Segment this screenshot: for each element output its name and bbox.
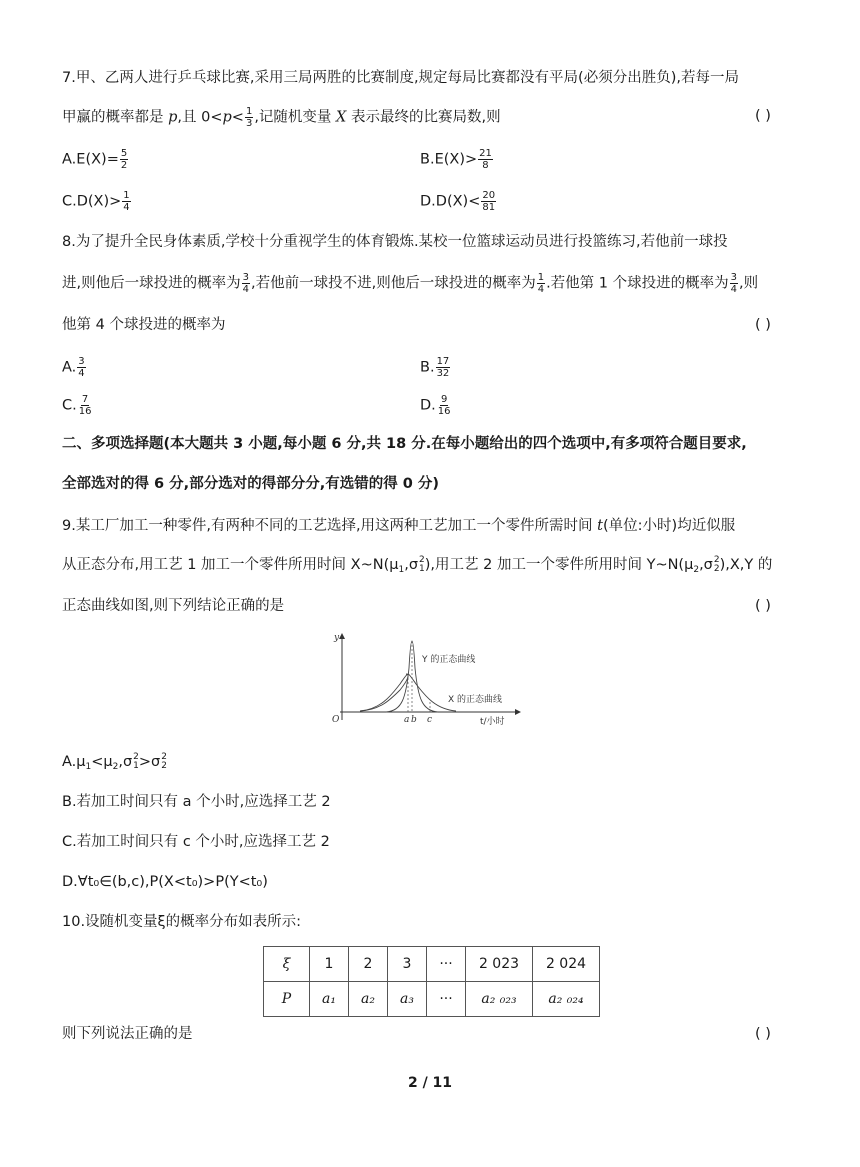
q8-line3: 他第 4 个球投进的概率为 (62, 317, 226, 333)
q9-line2: 从正态分布,用工艺 1 加工一个零件所用时间 $X\sim N(\mu_1,\sigma$ 2 1 ),用工艺 2 加工一个零件所用时间 $Y\sim N(\mu_2,\sigma$ 2 2 ),X,Y 的 (62, 555, 773, 575)
q8-option-a: A. $\frac{3}{4}$ (62, 356, 85, 379)
q9-option-d: D.∀t₀∈(b,c),P(X<t₀)>P(Y<t₀) (62, 874, 268, 890)
q9-line3: 正态曲线如图,则下列结论正确的是 (62, 598, 285, 614)
normal-curves-figure (320, 628, 540, 738)
table-row: ξ 1 2 3 ··· 2 023 2 024 (264, 947, 600, 982)
section-heading: 二、多项选择题(本大题共 3 小题,每小题 6 分,共 18 分.在每小题给出的四个选项中,有多项符合题目要求, (62, 436, 747, 452)
y-curve-label: Y 的正态曲线 (422, 655, 476, 665)
q7-option-b: B.E(X)> $\frac{21}{8}$ (420, 148, 492, 171)
q8-line2: 进,则他后一球投进的概率为 $\frac{3}{4}$ ,若他前一球投不进,则他后一球投进的概率为 $\frac{1}{4}$ .若他第 1 个球投进的概率为 $\frac{3}{4}$ ,则 (62, 272, 759, 295)
y-axis-label: y (334, 633, 340, 643)
origin-label: O (332, 715, 340, 725)
q9-line1: 9.某工厂加工一种零件,有两种不同的工艺选择,用这两种工艺加工一个零件所需时间 t(单位:小时)均近似服 (62, 518, 736, 534)
q7-line2: 甲赢的概率都是 p,且 0<p< $\frac{1}{3}$ ,记随机变量 X 表示最终的比赛局数,则 (62, 106, 501, 129)
page-number: 2 / 11 (407, 1075, 453, 1091)
answer-bracket: ( ) (755, 598, 771, 614)
tick-b: b (411, 715, 417, 725)
answer-bracket: ( ) (755, 317, 771, 333)
tick-a: a (404, 715, 410, 725)
fraction: $\frac{1}{3}$ (245, 106, 253, 129)
x-curve (360, 674, 408, 711)
q8-option-c: C. $\frac{7}{16}$ (62, 394, 92, 417)
section-heading-line2: 全部选对的得 6 分,部分选对的得部分分,有选错的得 0 分) (62, 476, 440, 492)
q8-option-d: D. $\frac{9}{16}$ (420, 394, 451, 417)
q8-option-b: B. $\frac{17}{32}$ (420, 356, 450, 379)
q8-line1: 8.为了提升全民身体素质,学校十分重视学生的体育锻炼.某校一位篮球运动员进行投篮练习,若他前一球投 (62, 234, 728, 250)
answer-bracket: ( ) (755, 108, 771, 124)
x-curve-label: X 的正态曲线 (448, 695, 503, 705)
t-axis-label: t/小时 (480, 717, 505, 727)
probability-distribution-table (263, 946, 600, 1017)
table-row: P a₁ a₂ a₃ ··· a₂ ₀₂₃ a₂ ₀₂₄ (264, 982, 600, 1017)
tick-c: c (427, 715, 433, 725)
q9-option-a: $A.\mu_1<\mu_2,\sigma$ 2 1 >σ 2 2 (62, 752, 167, 772)
q9-option-b: B.若加工时间只有 a 个小时,应选择工艺 2 (62, 794, 331, 810)
q9-option-c: C.若加工时间只有 c 个小时,应选择工艺 2 (62, 834, 330, 850)
answer-bracket: ( ) (755, 1026, 771, 1042)
q10-line2: 则下列说法正确的是 (62, 1026, 193, 1042)
q7-option-d: D.D(X)< $\frac{20}{81}$ (420, 190, 496, 213)
q7-option-c: C.D(X)> $\frac{1}{4}$ (62, 190, 130, 213)
q7-line1: 7.甲、乙两人进行乒乓球比赛,采用三局两胜的比赛制度,规定每局比赛都没有平局(必须分出胜负),若每一局 (62, 70, 739, 86)
q10-line1: 10.设随机变量ξ的概率分布如表所示: (62, 914, 302, 930)
q7-option-a: A.E(X)= $\frac{5}{2}$ (62, 148, 128, 171)
